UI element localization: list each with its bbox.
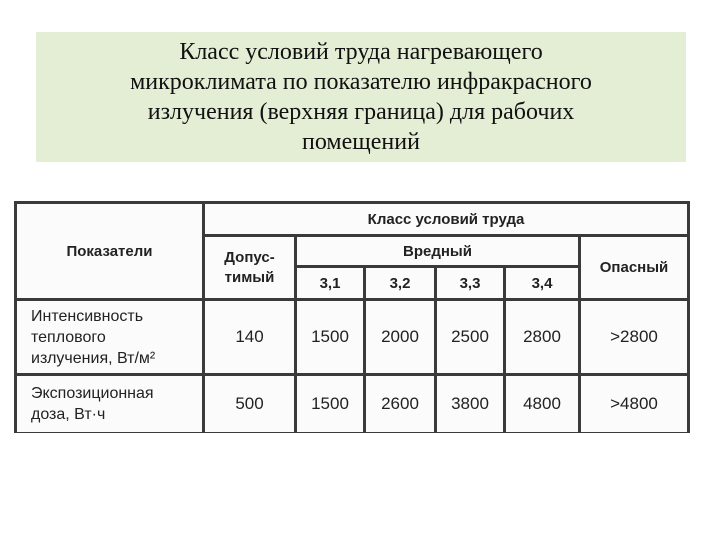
cell-value: 2800 [506,301,578,373]
cell-value: 1500 [297,376,363,432]
header-indicators: Показатели [17,204,202,298]
header-harmful: Вредный [297,237,578,265]
header-sub-3-3: 3,3 [437,268,503,298]
cell-value: 140 [205,301,294,373]
header-sub-3-2: 3,2 [366,268,434,298]
cell-value: 2500 [437,301,503,373]
cell-value: 2600 [366,376,434,432]
header-class-group: Класс условий труда [205,204,687,234]
cell-value: 3800 [437,376,503,432]
row-label: Интенсивность теплового излучения, Вт/м² [17,301,202,373]
header-dangerous: Опасный [581,237,687,298]
row-label: Экспозиционная доза, Вт·ч [17,376,202,432]
table-row [17,301,687,373]
cell-value: 4800 [506,376,578,432]
slide-title-box [36,32,686,162]
slide-title: Класс условий труда нагревающего микроклимата по показателю инфракрасного излучения (верхняя граница) для рабочих помещений [130,39,592,155]
cell-value: 500 [205,376,294,432]
header-permissible: Допус- тимый [205,237,294,298]
cell-value: >4800 [581,376,687,432]
header-sub-3-4: 3,4 [506,268,578,298]
cell-value: >2800 [581,301,687,373]
class-conditions-table [14,201,690,433]
cell-value: 2000 [366,301,434,373]
header-sub-3-1: 3,1 [297,268,363,298]
cell-value: 1500 [297,301,363,373]
table-row [17,376,687,432]
